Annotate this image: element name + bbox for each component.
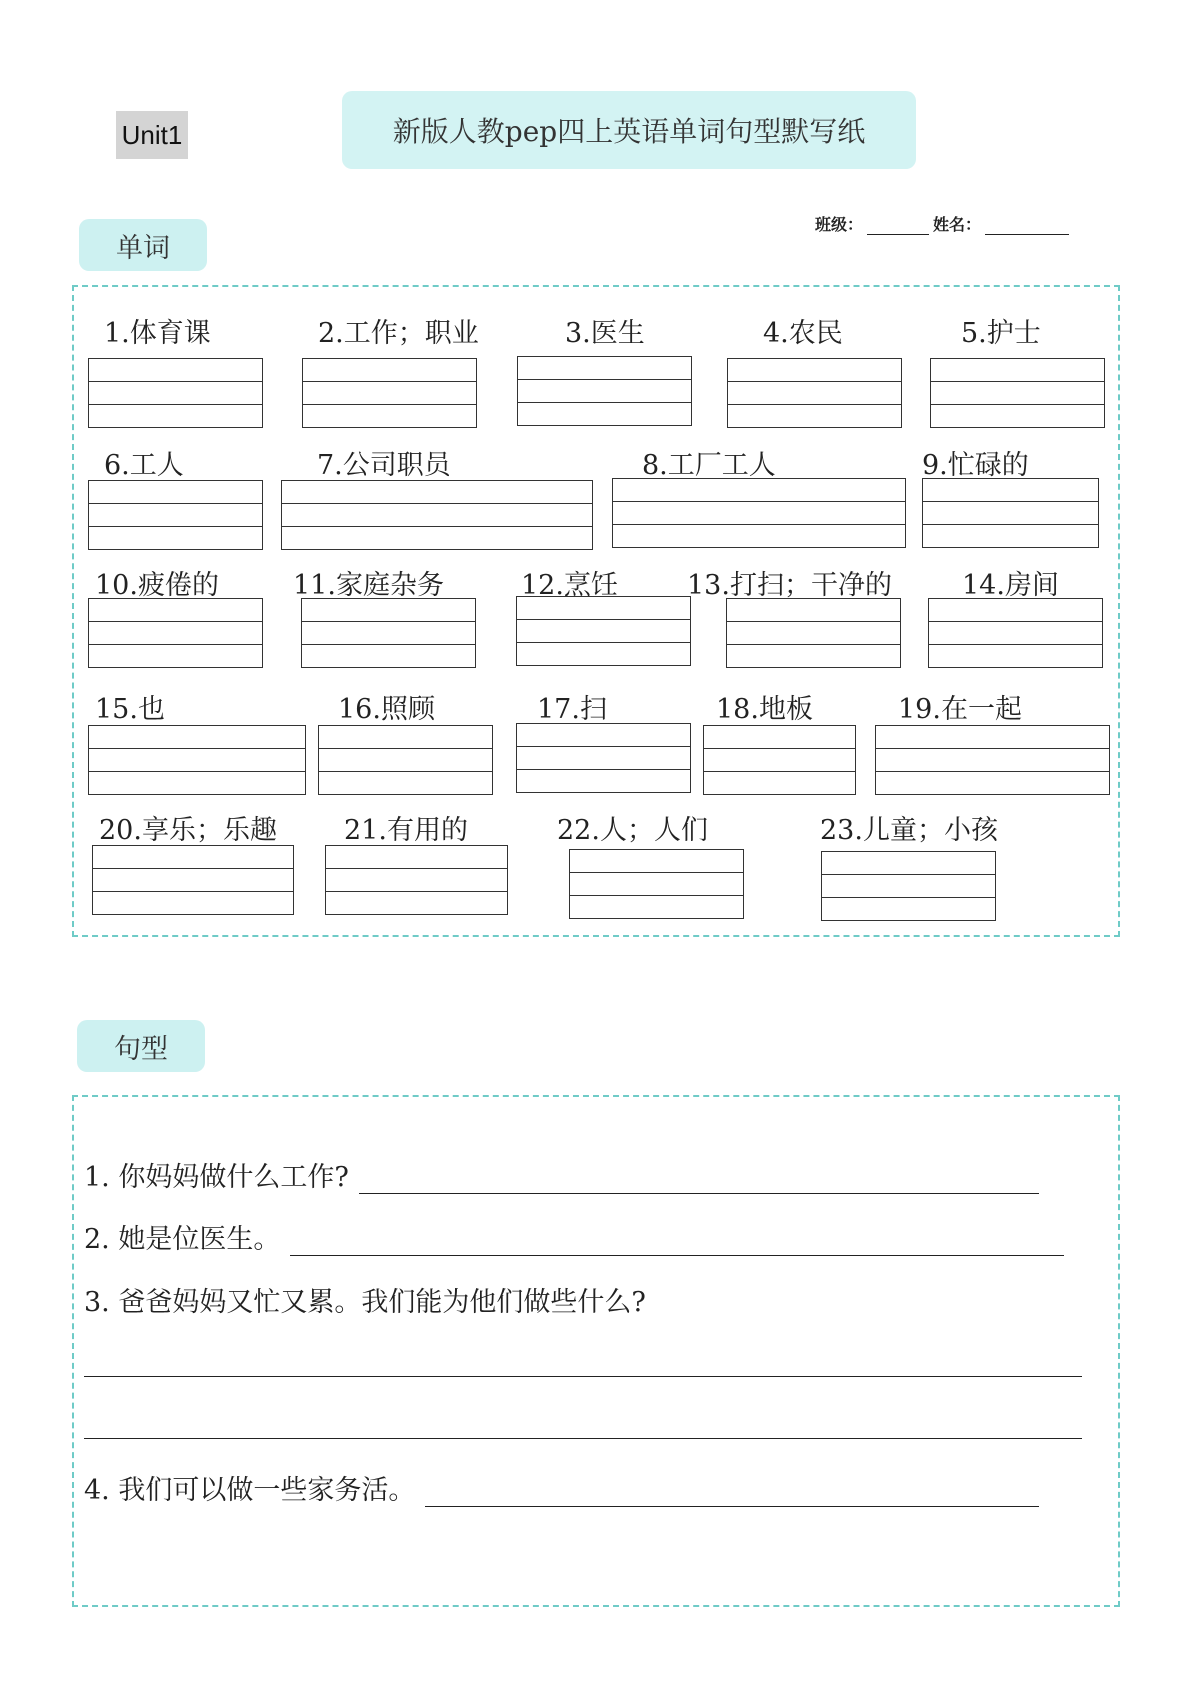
word-writing-box[interactable] bbox=[612, 478, 906, 548]
writing-guide-line bbox=[89, 503, 262, 504]
word-label: 22.人；人们 bbox=[557, 815, 708, 846]
word-writing-box[interactable] bbox=[516, 723, 691, 793]
writing-guide-line bbox=[517, 642, 690, 643]
sentence-3 bbox=[84, 1280, 646, 1319]
word-label: 21.有用的 bbox=[344, 815, 468, 846]
writing-guide-line bbox=[518, 402, 691, 403]
writing-guide-line bbox=[93, 868, 293, 869]
writing-guide-line bbox=[89, 404, 262, 405]
word-writing-box[interactable] bbox=[325, 845, 508, 915]
word-label: 6.工人 bbox=[104, 450, 184, 481]
writing-guide-line bbox=[931, 381, 1104, 382]
writing-guide-line bbox=[517, 769, 690, 770]
sentence-2-prompt: 2. 她是位医生。 bbox=[84, 1224, 281, 1255]
word-writing-box[interactable] bbox=[281, 480, 593, 550]
name-blank[interactable] bbox=[985, 234, 1069, 235]
writing-guide-line bbox=[704, 771, 855, 772]
writing-guide-line bbox=[89, 748, 305, 749]
writing-guide-line bbox=[303, 381, 476, 382]
writing-guide-line bbox=[728, 381, 901, 382]
class-label: 班级： bbox=[815, 215, 864, 234]
writing-guide-line bbox=[923, 501, 1098, 502]
writing-guide-line bbox=[517, 619, 690, 620]
sentence-3-prompt: 3. 爸爸妈妈又忙又累。我们能为他们做些什么? bbox=[84, 1287, 646, 1318]
writing-guide-line bbox=[282, 503, 592, 504]
word-label: 13.打扫；干净的 bbox=[687, 570, 892, 601]
writing-guide-line bbox=[282, 526, 592, 527]
word-writing-box[interactable] bbox=[922, 478, 1099, 548]
word-label: 3.医生 bbox=[565, 318, 645, 349]
sentence-4-prompt: 4. 我们可以做一些家务活。 bbox=[84, 1475, 416, 1506]
unit-label: Unit1 bbox=[116, 111, 188, 159]
writing-guide-line bbox=[727, 621, 900, 622]
writing-guide-line bbox=[302, 621, 475, 622]
writing-guide-line bbox=[728, 404, 901, 405]
word-writing-box[interactable] bbox=[92, 845, 294, 915]
writing-guide-line bbox=[517, 746, 690, 747]
sentence-4-answer-line[interactable] bbox=[425, 1506, 1039, 1507]
word-writing-box[interactable] bbox=[88, 358, 263, 428]
writing-guide-line bbox=[319, 748, 492, 749]
class-blank[interactable] bbox=[867, 234, 929, 235]
word-writing-box[interactable] bbox=[88, 598, 263, 668]
writing-guide-line bbox=[822, 874, 995, 875]
word-writing-box[interactable] bbox=[301, 598, 476, 668]
word-writing-box[interactable] bbox=[318, 725, 493, 795]
word-label: 4.农民 bbox=[763, 318, 843, 349]
word-label: 16.照顾 bbox=[338, 694, 435, 725]
word-label: 9.忙碌的 bbox=[922, 450, 1029, 481]
sentence-3-answer-line-1[interactable] bbox=[84, 1376, 1082, 1377]
word-writing-box[interactable] bbox=[516, 596, 691, 666]
writing-guide-line bbox=[302, 644, 475, 645]
sentence-2-answer-line[interactable] bbox=[290, 1255, 1064, 1256]
word-writing-box[interactable] bbox=[88, 480, 263, 550]
word-label: 19.在一起 bbox=[898, 694, 1022, 725]
writing-guide-line bbox=[303, 404, 476, 405]
writing-guide-line bbox=[518, 379, 691, 380]
word-writing-box[interactable] bbox=[726, 598, 901, 668]
writing-guide-line bbox=[931, 404, 1104, 405]
word-label: 8.工厂工人 bbox=[642, 450, 776, 481]
sentences-section-tab: 句型 bbox=[77, 1020, 205, 1072]
sentence-2 bbox=[84, 1217, 1064, 1256]
word-label: 10.疲倦的 bbox=[95, 570, 219, 601]
word-label: 23.儿童；小孩 bbox=[820, 815, 998, 846]
writing-guide-line bbox=[613, 501, 905, 502]
writing-guide-line bbox=[89, 621, 262, 622]
class-name-fields bbox=[815, 212, 1073, 235]
writing-guide-line bbox=[89, 644, 262, 645]
writing-guide-line bbox=[727, 644, 900, 645]
writing-guide-line bbox=[89, 381, 262, 382]
words-section-tab: 单词 bbox=[79, 219, 207, 271]
writing-guide-line bbox=[319, 771, 492, 772]
writing-guide-line bbox=[326, 868, 507, 869]
word-writing-box[interactable] bbox=[821, 851, 996, 921]
word-writing-box[interactable] bbox=[928, 598, 1103, 668]
writing-guide-line bbox=[929, 621, 1102, 622]
writing-guide-line bbox=[89, 526, 262, 527]
writing-guide-line bbox=[929, 644, 1102, 645]
writing-guide-line bbox=[876, 771, 1109, 772]
word-label: 15.也 bbox=[95, 694, 165, 725]
writing-guide-line bbox=[93, 891, 293, 892]
writing-guide-line bbox=[89, 771, 305, 772]
word-writing-box[interactable] bbox=[703, 725, 856, 795]
word-writing-box[interactable] bbox=[930, 358, 1105, 428]
word-writing-box[interactable] bbox=[569, 849, 744, 919]
word-writing-box[interactable] bbox=[88, 725, 306, 795]
sentence-3-answer-line-2[interactable] bbox=[84, 1438, 1082, 1439]
word-label: 11.家庭杂务 bbox=[293, 570, 444, 601]
word-label: 17.扫 bbox=[537, 694, 607, 725]
name-label: 姓名： bbox=[933, 215, 982, 234]
word-writing-box[interactable] bbox=[517, 356, 692, 426]
writing-guide-line bbox=[613, 524, 905, 525]
sentence-1-prompt: 1. 你妈妈做什么工作? bbox=[84, 1162, 349, 1193]
writing-guide-line bbox=[923, 524, 1098, 525]
worksheet-title: 新版人教pep四上英语单词句型默写纸 bbox=[342, 91, 916, 169]
writing-guide-line bbox=[704, 748, 855, 749]
word-label: 7.公司职员 bbox=[317, 450, 451, 481]
word-label: 18.地板 bbox=[716, 694, 813, 725]
sentence-1-answer-line[interactable] bbox=[359, 1193, 1039, 1194]
sentence-1 bbox=[84, 1155, 1039, 1194]
word-label: 20.享乐；乐趣 bbox=[99, 815, 277, 846]
word-writing-box[interactable] bbox=[727, 358, 902, 428]
word-writing-box[interactable] bbox=[875, 725, 1110, 795]
writing-guide-line bbox=[876, 748, 1109, 749]
writing-guide-line bbox=[570, 895, 743, 896]
writing-guide-line bbox=[570, 872, 743, 873]
word-label: 1.体育课 bbox=[104, 318, 211, 349]
writing-guide-line bbox=[326, 891, 507, 892]
sentence-4 bbox=[84, 1468, 1039, 1507]
writing-guide-line bbox=[822, 897, 995, 898]
word-label: 12.烹饪 bbox=[521, 570, 618, 601]
word-label: 14.房间 bbox=[962, 570, 1059, 601]
word-writing-box[interactable] bbox=[302, 358, 477, 428]
word-label: 2.工作；职业 bbox=[318, 318, 479, 349]
word-label: 5.护士 bbox=[961, 318, 1041, 349]
